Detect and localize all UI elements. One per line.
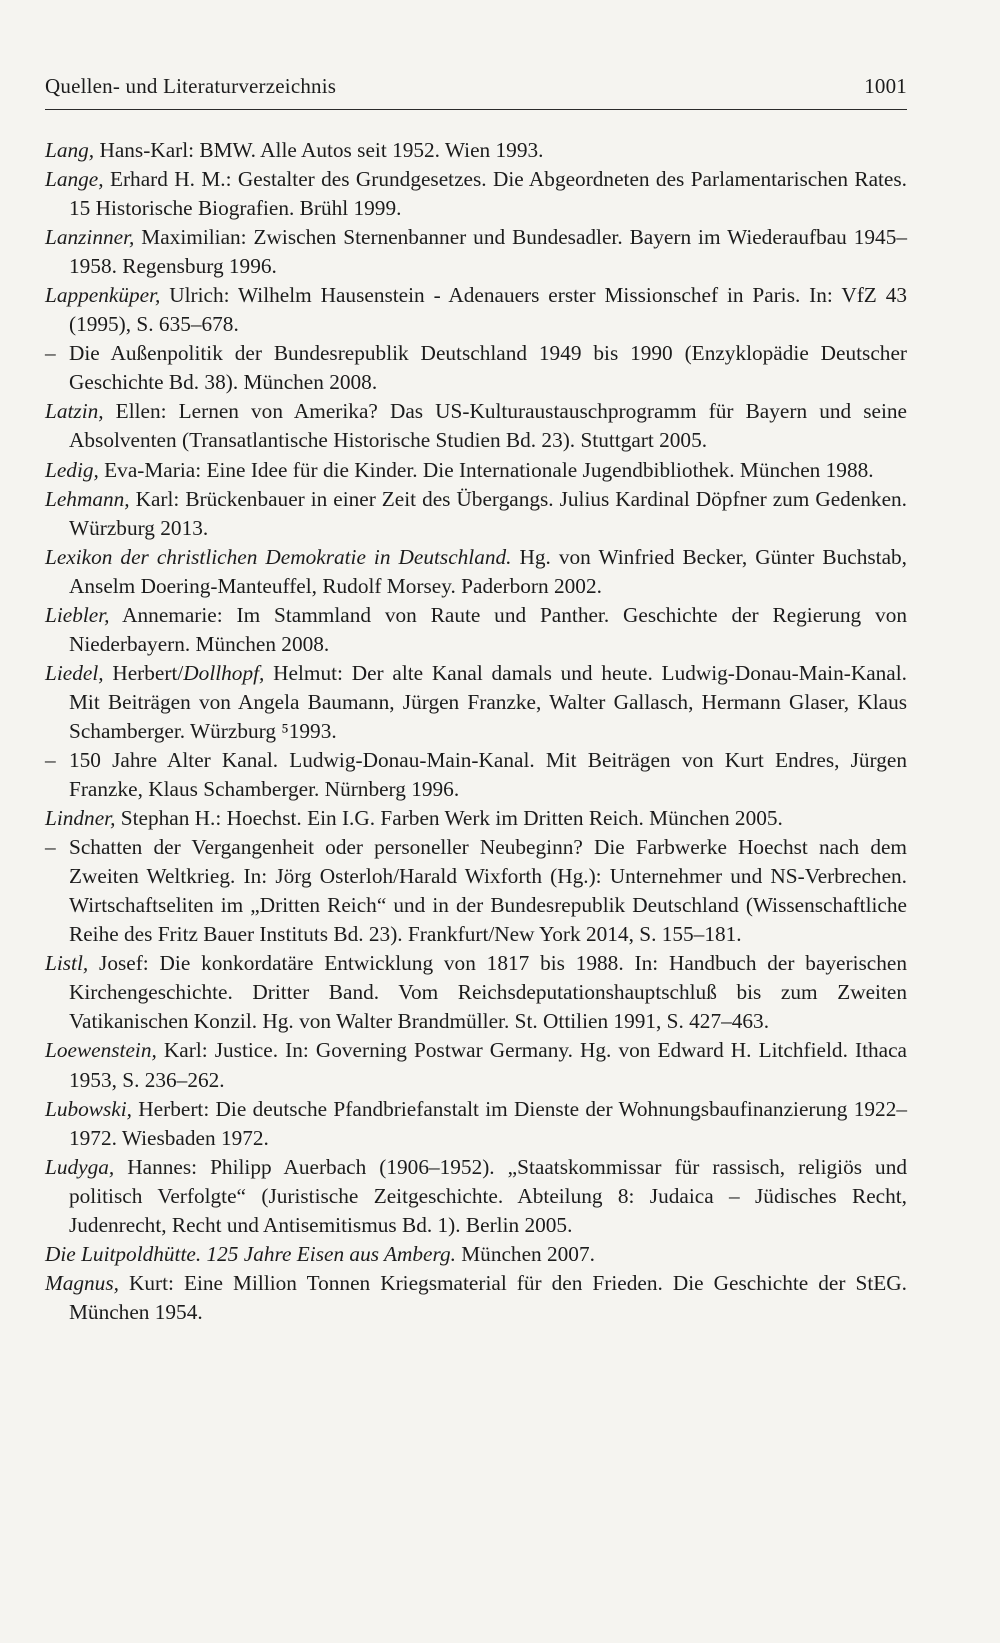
bibliography-entry-continuation: [45, 833, 907, 949]
entry-author: Liedel,: [45, 660, 104, 685]
entry-author: Lang,: [45, 138, 95, 162]
bibliography-entry: [45, 1095, 907, 1153]
bibliography-entry-continuation: [45, 746, 907, 804]
entry-author: Magnus,: [45, 1270, 119, 1295]
bibliography-entry: [45, 1240, 907, 1269]
entry-text: Josef: Die konkordatäre Entwicklung von 1817 bis 1988. In: Handbuch der bayerischen Kirchengeschichte. Dritter Band. Vom Reichsdeputationshauptschluß bis zum Zweiten Vatikanischen Konzil. Hg. von Walter Brandmüller. St. Ottilien 1991, S. 427–463.: [69, 951, 907, 1034]
bibliography-entry: [45, 136, 907, 165]
entry-text: Schatten der Vergangenheit oder personeller Neubeginn? Die Farbwerke Hoechst nach dem Zweiten Weltkrieg. In: Jörg Osterloh/Harald Wixforth (Hg.): Unternehmer und NS-Verbrechen. Wirtschaftseliten im „Dritten Reich“ und in der Bundesrepublik Deutschland (Wissenschaftliche Reihe des Fritz Bauer Instituts Bd. 23). Frankfurt/New York 2014, S. 155–181.: [69, 835, 907, 947]
header-title: Quellen- und Literaturverzeichnis: [45, 74, 337, 98]
entry-text: Stephan H.: Hoechst. Ein I.G. Farben Werk im Dritten Reich. München 2005.: [115, 806, 783, 831]
bibliography-entry: [45, 1153, 907, 1240]
entry-author: Loewenstein,: [45, 1038, 157, 1063]
ditto-dash: –: [45, 835, 56, 860]
entry-author: Ludyga,: [45, 1154, 115, 1179]
bibliography-entry: [45, 281, 907, 339]
entry-author: Lange,: [45, 167, 104, 192]
entry-text: Hg. von Winfried Becker, Günter Buchstab, Anselm Doering-Manteuffel, Rudolf Morsey. Paderborn 2002.: [69, 544, 907, 598]
entry-text: Ellen: Lernen von Amerika? Das US-Kulturaustauschprogramm für Bayern und seine Absolventen (Transatlantische Historische Studien Bd. 23). Stuttgart 2005.: [69, 399, 907, 453]
bibliography-entry: [45, 543, 907, 601]
entry-author: Lehmann,: [45, 486, 130, 511]
header-rule: [45, 109, 907, 110]
entry-author: Listl,: [45, 951, 89, 976]
entry-title: Die Luitpoldhütte. 125 Jahre Eisen aus Amberg.: [45, 1241, 456, 1266]
bibliography-entry: [45, 1269, 907, 1327]
entry-text: Die Außenpolitik der Bundesrepublik Deutschland 1949 bis 1990 (Enzyklopädie Deutscher Geschichte Bd. 38). München 2008.: [69, 341, 907, 395]
entry-text: Erhard H. M.: Gestalter des Grundgesetzes. Die Abgeordneten des Parlamentarischen Rates. 15 Historische Biografien. Brühl 1999.: [69, 167, 907, 221]
entry-text: Eva-Maria: Eine Idee für die Kinder. Die Internationale Jugendbibliothek. München 1988.: [98, 457, 874, 482]
entry-text: München 2007.: [455, 1241, 595, 1266]
entry-text: Maximilian: Zwischen Sternenbanner und Bundesadler. Bayern im Wiederaufbau 1945–1958. Regensburg 1996.: [69, 225, 907, 279]
bibliography-entry: [45, 949, 907, 1036]
entry-text: Helmut: Der alte Kanal damals und heute. Ludwig-Donau-Main-Kanal. Mit Beiträgen von Angela Baumann, Jürgen Franzke, Walter Gallasch, Hermann Glaser, Klaus Schamberger. Würzburg ⁵1993.: [69, 660, 907, 743]
entry-text: Annemarie: Im Stammland von Raute und Panther. Geschichte der Regierung von Niederbayern. München 2008.: [69, 602, 907, 656]
entry-author: Liebler,: [45, 602, 110, 627]
page-number: 1001: [864, 74, 907, 98]
entry-text: Ulrich: Wilhelm Hausenstein - Adenauers erster Missionschef in Paris. In: VfZ 43 (1995), S. 635–678.: [69, 283, 907, 337]
entry-author: Latzin,: [45, 399, 104, 424]
entry-text: Hans-Karl: BMW. Alle Autos seit 1952. Wien 1993.: [94, 138, 544, 162]
entry-text: Karl: Brückenbauer in einer Zeit des Übergangs. Julius Kardinal Döpfner zum Gedenken. Würzburg 2013.: [69, 486, 907, 540]
bibliography-list: [45, 136, 907, 1327]
entry-author: Lappenküper,: [45, 283, 161, 308]
bibliography-entry: [45, 397, 907, 455]
entry-author: Lubowski,: [45, 1096, 132, 1121]
entry-text: Herbert/: [103, 660, 184, 685]
bibliography-entry: [45, 165, 907, 223]
bibliography-entry: [45, 804, 907, 833]
ditto-dash: –: [45, 747, 56, 772]
entry-text: Karl: Justice. In: Governing Postwar Germany. Hg. von Edward H. Litchfield. Ithaca 1953, S. 236–262.: [69, 1038, 907, 1092]
entry-title: Lexikon der christlichen Demokratie in Deutschland.: [45, 544, 512, 569]
ditto-dash: –: [45, 341, 56, 366]
entry-text: 150 Jahre Alter Kanal. Ludwig-Donau-Main-Kanal. Mit Beiträgen von Kurt Endres, Jürgen Franzke, Klaus Schamberger. Nürnberg 1996.: [69, 747, 907, 802]
bibliography-entry: [45, 485, 907, 543]
bibliography-entry: [45, 456, 907, 485]
entry-text: Hannes: Philipp Auerbach (1906–1952). „Staatskommissar für rassisch, religiös und politisch Verfolgte“ (Juristische Zeitgeschichte. Abteilung 8: Judaica – Jüdisches Recht, Judenrecht, Recht und Antisemitismus Bd. 1). Berlin 2005.: [69, 1154, 907, 1237]
entry-text: Herbert: Die deutsche Pfandbriefanstalt im Dienste der Wohnungsbaufinanzierung 1922–1972. Wiesbaden 1972.: [69, 1096, 907, 1150]
entry-author: Lindner,: [45, 806, 116, 831]
bibliography-entry: [45, 601, 907, 659]
entry-text: Kurt: Eine Million Tonnen Kriegsmaterial für den Frieden. Die Geschichte der StEG. München 1954.: [69, 1270, 907, 1324]
bibliography-entry-continuation: [45, 339, 907, 397]
bibliography-entry: [45, 1036, 907, 1094]
entry-author: Ledig,: [45, 457, 99, 482]
running-header: [45, 74, 907, 99]
bibliography-entry: [45, 223, 907, 281]
bibliography-entry: [45, 659, 907, 746]
entry-coauthor: Dollhopf,: [183, 660, 265, 685]
entry-author: Lanzinner,: [45, 225, 135, 250]
